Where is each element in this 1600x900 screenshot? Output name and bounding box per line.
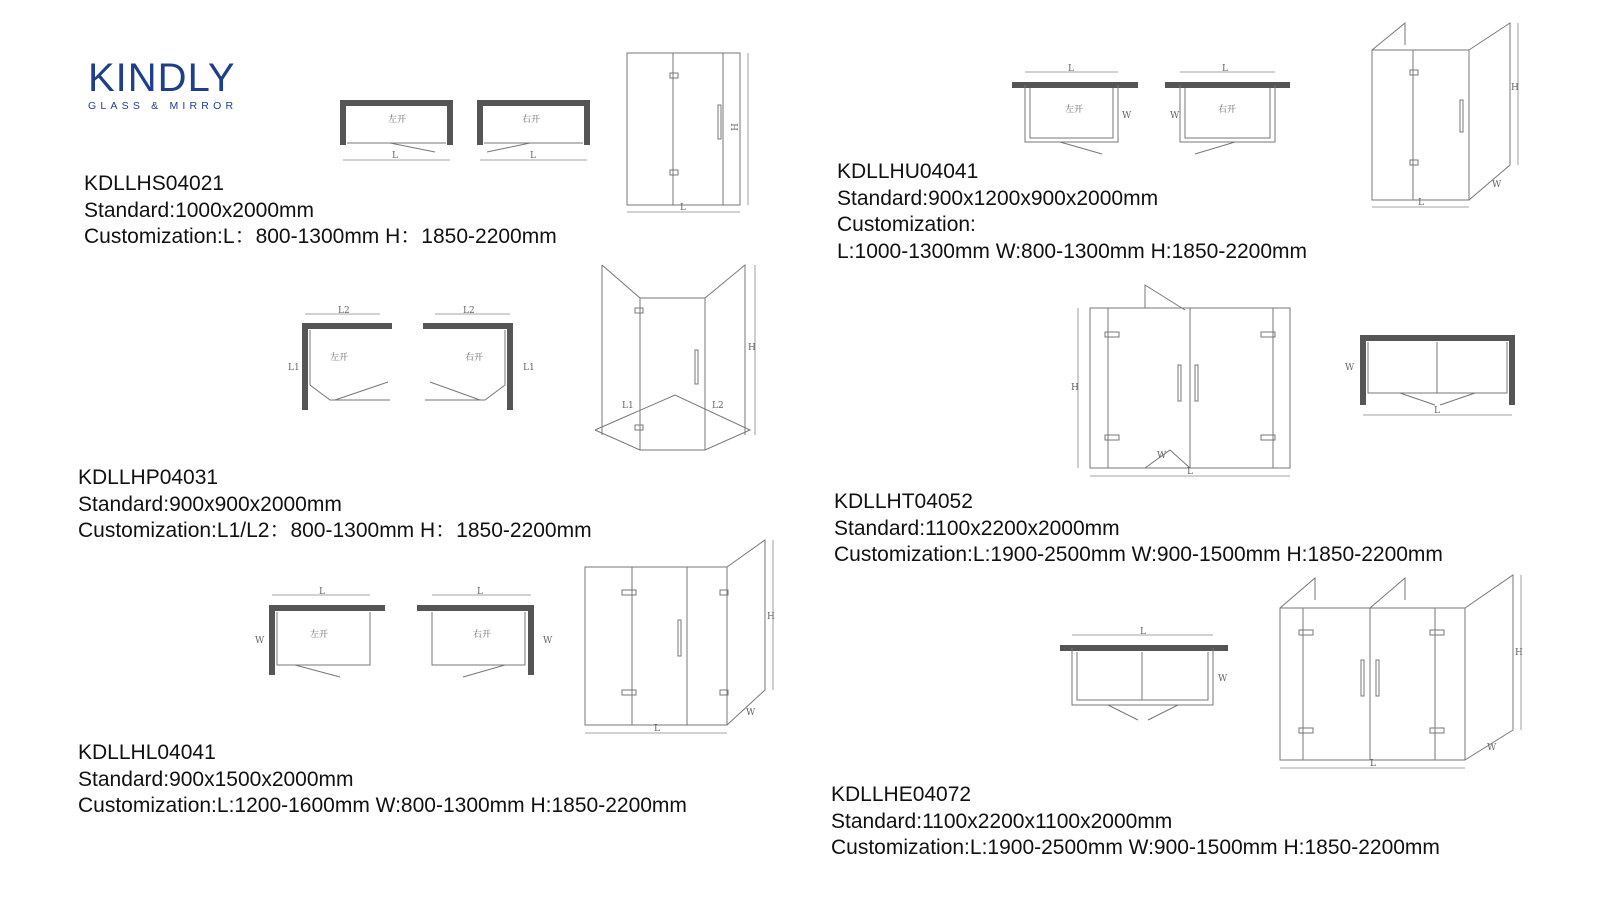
left-open-label: 左开	[330, 353, 349, 363]
dim-label-L: L	[1434, 406, 1440, 416]
dim-label-W: W	[1487, 743, 1497, 753]
dim-label-W: W	[255, 636, 265, 646]
dim-label-L2: L2	[338, 306, 350, 316]
dim-label-L: L	[1187, 467, 1193, 477]
model-number: KDLLHU04041	[837, 160, 979, 183]
dim-label-L2: L2	[712, 401, 724, 411]
model-number: KDLLHP04031	[78, 466, 219, 489]
dim-label-W: W	[746, 708, 756, 718]
dim-label-L1: L1	[523, 363, 535, 373]
dim-label-H: H	[1511, 83, 1519, 93]
right-open-label: 右开	[1218, 105, 1237, 115]
product-spec-hs04021	[84, 171, 557, 251]
dim-label-L: L	[1140, 627, 1146, 637]
dim-label-L: L	[1222, 64, 1228, 74]
model-number: KDLLHL04041	[78, 741, 216, 764]
product-spec-hp04031	[78, 465, 592, 545]
customization-range: Customization:L:1900-2500mm W:900-1500mm H:1850-2200mm	[831, 836, 1440, 859]
brand-logo	[88, 58, 258, 118]
plan-drawing-hl04041	[255, 585, 575, 695]
plan-drawing-hp04031	[280, 300, 550, 420]
dim-label-W: W	[1218, 674, 1228, 684]
brand-tagline: GLASS & MIRROR	[88, 100, 238, 112]
plan-drawing-hu04041	[1010, 60, 1310, 160]
dim-label-L2: L2	[463, 306, 475, 316]
dim-label-H: H	[1515, 648, 1523, 658]
model-number: KDLLHE04072	[831, 783, 972, 806]
dim-label-H: H	[767, 612, 775, 622]
plan-drawing-hs04021	[330, 90, 600, 170]
left-open-label: 左开	[388, 115, 407, 125]
dim-label-L: L	[530, 151, 536, 161]
standard-size: Standard:900x1500x2000mm	[78, 767, 354, 791]
right-open-label: 右开	[522, 115, 541, 125]
elevation-drawing-ht04052	[1071, 280, 1315, 490]
standard-size: Standard:1100x2200x2000mm	[834, 516, 1120, 540]
plan-drawing-ht04052	[1340, 325, 1530, 430]
dim-label-W: W	[543, 636, 553, 646]
dim-label-W: W	[1170, 111, 1180, 121]
plan-drawing-he04072	[1058, 625, 1248, 735]
dim-label-W: W	[1345, 363, 1355, 373]
right-open-label: 右开	[465, 353, 484, 363]
elevation-drawing-hl04041	[580, 535, 790, 745]
dim-label-H: H	[748, 343, 756, 353]
brand-name: KINDLY	[88, 56, 236, 100]
left-open-label: 左开	[1065, 105, 1084, 115]
model-number: KDLLHS04021	[84, 172, 225, 195]
dim-label-W: W	[1122, 111, 1132, 121]
product-spec-ht04052	[834, 489, 1443, 569]
standard-size: Standard:1100x2200x1100x2000mm	[831, 809, 1173, 833]
standard-size: Standard:900x900x2000mm	[78, 492, 342, 516]
dim-label-W: W	[1157, 451, 1167, 461]
elevation-drawing-hs04021	[625, 50, 765, 220]
right-open-label: 右开	[473, 630, 492, 640]
dim-label-L: L	[319, 587, 325, 597]
dim-label-L: L	[654, 724, 660, 734]
dim-label-L1: L1	[622, 401, 634, 411]
product-spec-hl04041	[78, 740, 687, 820]
dim-label-L1: L1	[288, 363, 300, 373]
customization-range: Customization:L:1200-1600mm W:800-1300mm H:1850-2200mm	[78, 794, 687, 817]
model-number: KDLLHT04052	[834, 490, 973, 513]
dim-label-L: L	[1370, 759, 1376, 769]
dim-label-H: H	[1071, 383, 1079, 393]
customization-range: Customization:L：800-1300mm H：1850-2200mm	[84, 225, 557, 248]
customization-range: Customization:L:1900-2500mm W:900-1500mm H:1850-2200mm	[834, 543, 1443, 566]
elevation-drawing-he04072	[1275, 570, 1535, 790]
customization-values: L:1000-1300mm W:800-1300mm H:1850-2200mm	[837, 239, 1308, 263]
dim-label-L: L	[1418, 198, 1424, 208]
dim-label-L: L	[680, 203, 686, 213]
dim-label-L: L	[1068, 64, 1074, 74]
standard-size: Standard:900x1200x900x2000mm	[837, 186, 1159, 210]
product-spec-he04072	[831, 782, 1440, 862]
dim-label-L: L	[392, 151, 398, 161]
customization-range: Customization:L1/L2：800-1300mm H：1850-2200mm	[78, 519, 592, 542]
elevation-drawing-hu04041	[1370, 15, 1560, 215]
dim-label-W: W	[1492, 180, 1502, 190]
dim-label-H: H	[731, 123, 741, 131]
elevation-drawing-hp04031	[590, 260, 780, 460]
left-open-label: 左开	[310, 630, 329, 640]
product-spec-hu04041	[837, 159, 1307, 265]
customization-range: Customization:	[837, 213, 976, 236]
standard-size: Standard:1000x2000mm	[84, 198, 314, 222]
dim-label-L: L	[477, 587, 483, 597]
